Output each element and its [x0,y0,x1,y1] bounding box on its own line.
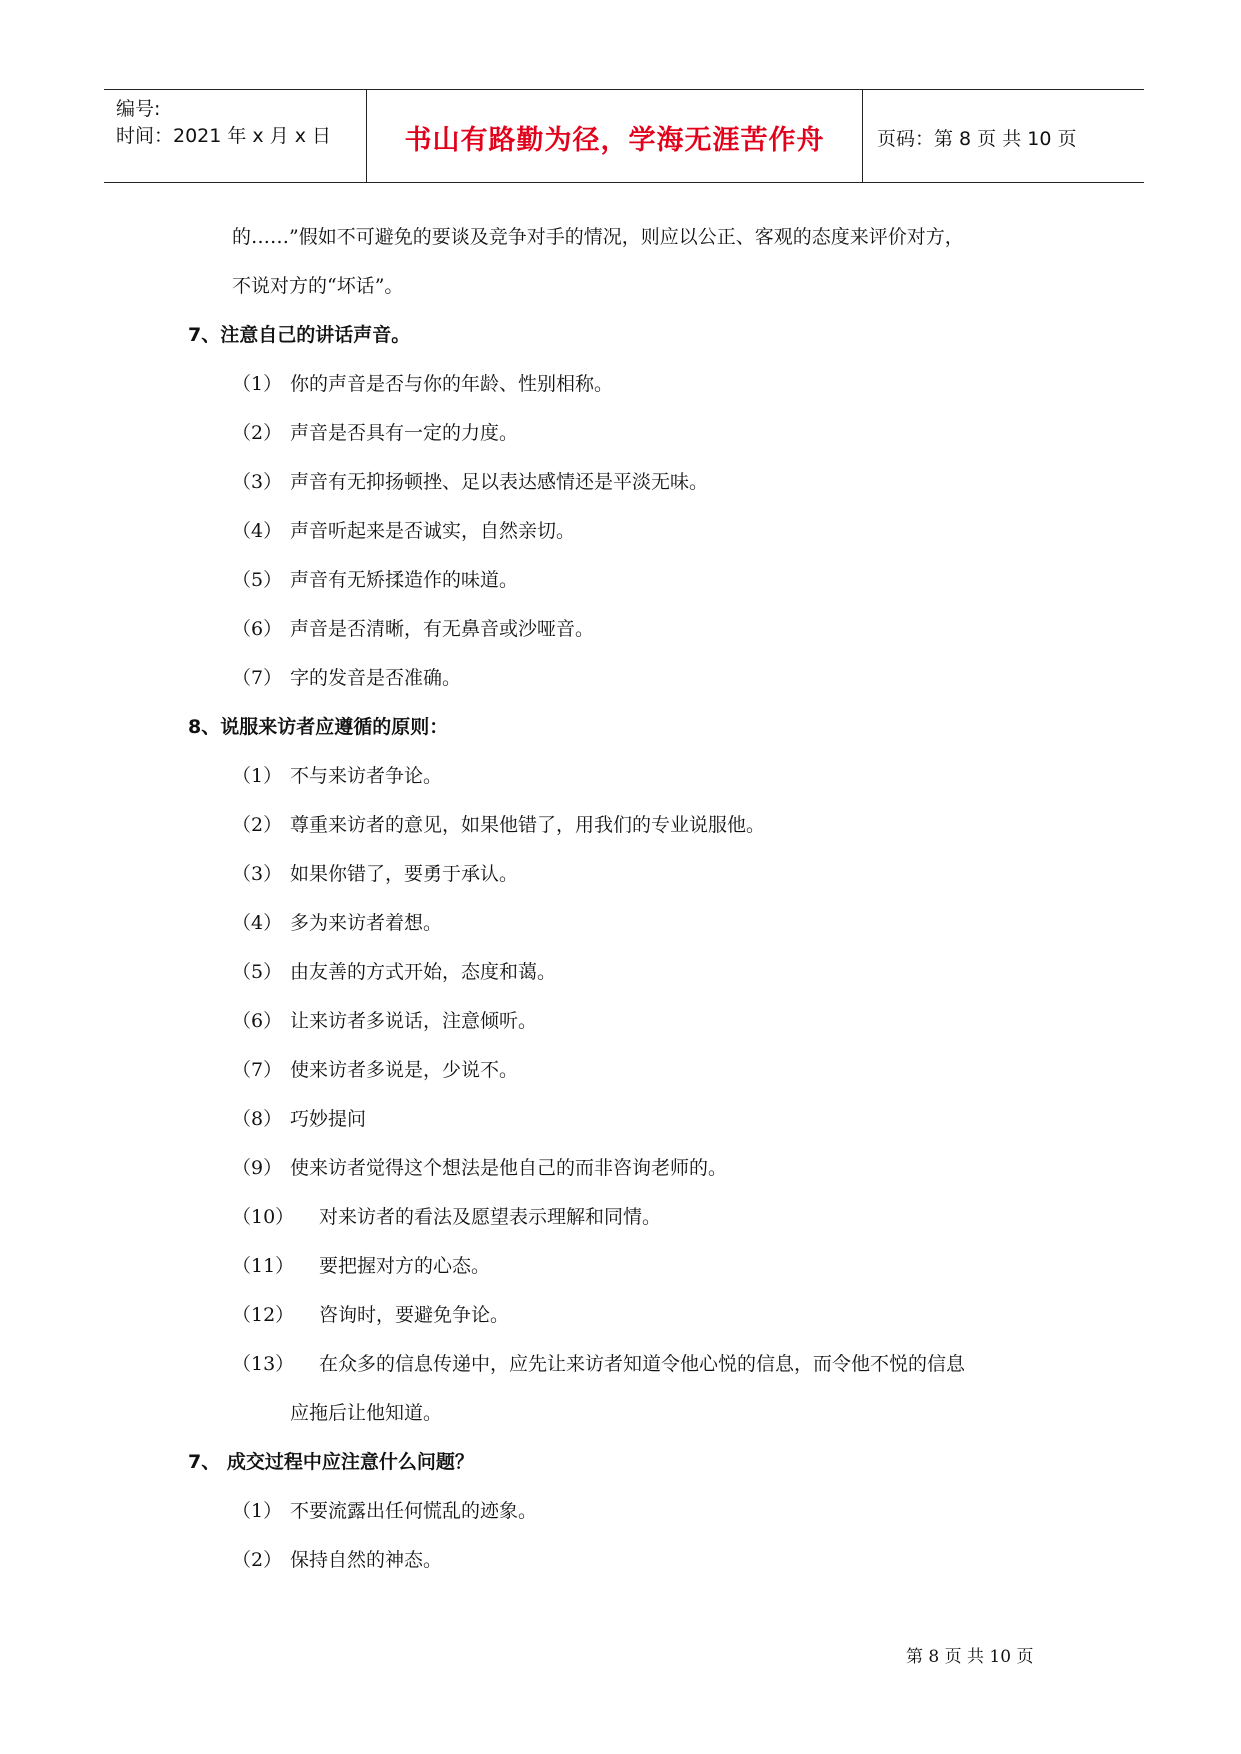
continued-paragraph-line-1: 的……”假如不可避免的要谈及竞争对手的情况，则应以公正、客观的态度来评价对方， [232,226,964,248]
item-text: 让来访者多说话，注意倾听。 [290,1010,538,1032]
header-page-cell [863,90,1144,182]
motto: 书山有路勤为径，学海无涯苦作舟 [404,125,825,156]
list-item [232,1104,366,1131]
item-text: 使来访者觉得这个想法是他自己的而非咨询老师的。 [290,1157,728,1179]
list-item [232,859,518,886]
item-text: 由友善的方式开始，态度和蔼。 [290,961,557,983]
list-item [232,663,461,690]
item-number: （7） [232,1059,283,1081]
section-heading: 7、注意自己的讲话声音。 [188,324,411,346]
item-text: 尊重来访者的意见，如果他错了，用我们的专业说服他。 [290,814,766,836]
item-number: （2） [232,814,283,836]
list-item [232,516,575,543]
item-number: （2） [232,1549,283,1571]
list-item [232,369,613,396]
item-text: 对来访者的看法及愿望表示理解和同情。 [319,1206,662,1228]
item-number: （3） [232,863,283,885]
time-label: 时间：2021 年 x 月 x 日 [116,125,332,147]
list-item [232,1006,537,1033]
list-item [232,1055,518,1082]
list-item [232,761,442,788]
continued-paragraph-line-2: 不说对方的“坏话”。 [232,275,404,297]
code-label: 编号: [116,98,161,120]
item-text: 不与来访者争论。 [290,765,443,787]
list-item [232,1251,490,1278]
item-number: （3） [232,471,283,493]
list-item [232,1202,661,1229]
item-number: （7） [232,667,283,689]
list-item [232,1153,727,1180]
item-text: 如果你错了，要勇于承认。 [290,863,519,885]
list-item [232,418,518,445]
item-number: （1） [232,765,283,787]
item-number: （1） [232,1500,283,1522]
page-header [104,89,1144,183]
item-text: 声音有无矫揉造作的味道。 [290,569,519,591]
item-number: （10） [232,1206,295,1228]
section-heading: 7、 成交过程中应注意什么问题？ [188,1451,474,1473]
item-number: （1） [232,373,283,395]
item-text: 声音有无抑扬顿挫、足以表达感情还是平淡无味。 [290,471,709,493]
item-text: 多为来访者着想。 [290,912,443,934]
item-text: 声音是否清晰，有无鼻音或沙哑音。 [290,618,595,640]
item-text: 你的声音是否与你的年龄、性别相称。 [290,373,614,395]
item-text: 咨询时，要避免争论。 [319,1304,510,1326]
item-number: （8） [232,1108,283,1130]
page-footer: 第 8 页 共 10 页 [906,1647,1034,1667]
item-text: 声音是否具有一定的力度。 [290,422,519,444]
item-number: （9） [232,1157,283,1179]
list-item [232,614,594,641]
item-number: （11） [232,1255,295,1277]
item-text: 字的发音是否准确。 [290,667,462,689]
list-item [232,810,765,837]
list-item [232,1300,509,1327]
item-number: （6） [232,1010,283,1032]
item-text: 在众多的信息传递中，应先让来访者知道令他心悦的信息，而令他不悦的信息 [319,1353,966,1375]
list-item [232,467,708,494]
item-text: 不要流露出任何慌乱的迹象。 [290,1500,538,1522]
list-item [232,1496,537,1523]
list-item [232,1545,442,1572]
item-number: （6） [232,618,283,640]
list-item [232,957,556,984]
list-item-continuation: 应拖后让他知道。 [290,1402,443,1424]
list-item [232,1349,965,1376]
header-meta-cell [104,90,367,182]
item-number: （2） [232,422,283,444]
item-text: 保持自然的神态。 [290,1549,443,1571]
item-text: 巧妙提问 [290,1108,367,1130]
list-item [232,565,518,592]
item-text: 要把握对方的心态。 [319,1255,491,1277]
item-number: （12） [232,1304,295,1326]
item-number: （4） [232,520,283,542]
header-page-number: 页码：第 8 页 共 10 页 [877,128,1077,150]
section-heading: 8、说服来访者应遵循的原则： [188,716,449,738]
item-number: （5） [232,961,283,983]
item-text: 使来访者多说是，少说不。 [290,1059,519,1081]
item-text: 声音听起来是否诚实，自然亲切。 [290,520,576,542]
item-number: （13） [232,1353,295,1375]
header-motto-cell [367,90,863,182]
item-number: （4） [232,912,283,934]
item-number: （5） [232,569,283,591]
list-item [232,908,442,935]
